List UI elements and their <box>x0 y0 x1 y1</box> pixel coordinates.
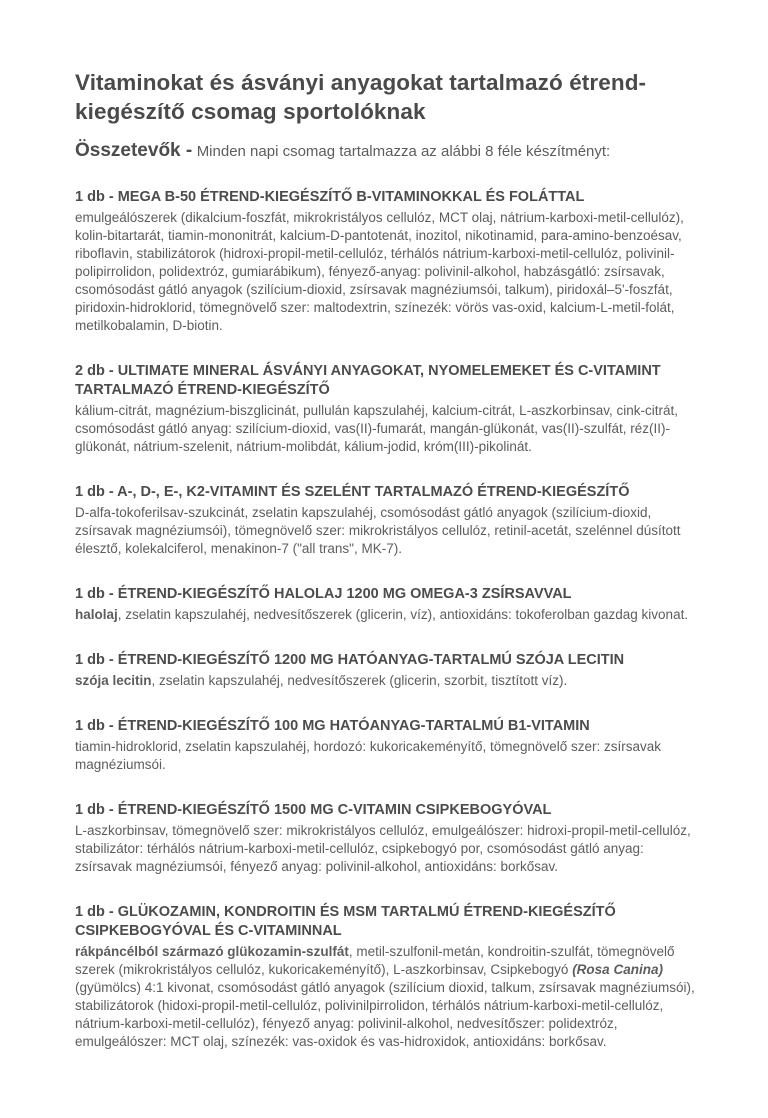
section-body <box>75 606 695 624</box>
section-body-text: emulgeálószerek (dikalcium-foszfát, mikrokristályos cellulóz, MCT olaj, nátrium-karboxi-metil-cellulóz), kolin-bitartarát, tiamin-mononitrát, kalcium-D-pantotenát, inozitol, nikotinamid, para-amino-benzoésav, riboflavin, stabilizátorok (hidroxi-propil-metil-cellulóz, térhálós nátrium-karboxi-metil-cellulóz, polivinil-polipirrolidon, polidextróz, gumiarábikum), fényező-anyag: polivinil-alkohol, habzásgátló: zsírsavak, csomósodást gátló anyagok (szilícium-dioxid, zsírsavak magnéziumsói, talkum), piridoxál–5'-foszfát, piridoxin-hidroklorid, tömegnövelő szer: maltodextrin, színezék: vörös vas-oxid, kalcium-L-metil-folát, metilkobalamin, D-biotin. <box>75 210 684 333</box>
section-body-text: , metil-szulfonil-metán, kondroitin-szulfát, tömegnövelő szerek (mikrokristályos cellulóz, kukoricakeményítő), L-aszkorbinsav, Csipkebogyó <box>75 944 675 977</box>
section-body-text: kálium-citrát, magnézium-biszglicinát, pullulán kapszulahéj, kalcium-citrát, L-aszkorbinsav, cink-citrát, csomósodást gátló anyag: szilícium-dioxid, vas(II)-fumarát, mangán-glükonát, vas(II)-szulfát, réz(II)-glükonát, nátrium-szelenit, nátrium-molibdát, kálium-jodid, króm(III)-pikolinát. <box>75 403 678 454</box>
section-body-text: , zselatin kapszulahéj, nedvesítőszerek (glicerin, víz), antioxidáns: tokoferolban gazdag kivonat. <box>117 607 689 622</box>
section-heading: 1 db - ÉTREND-KIEGÉSZÍTŐ 1500 MG C-VITAMIN CSIPKEBOGYÓVAL <box>75 802 552 818</box>
section-body <box>75 738 695 774</box>
section-heading: 1 db - MEGA B-50 ÉTREND-KIEGÉSZÍTŐ B-VITAMINOKKAL ÉS FOLÁTTAL <box>75 189 585 205</box>
section-heading: 1 db - GLÜKOZAMIN, KONDROITIN ÉS MSM TARTALMÚ ÉTREND-KIEGÉSZÍTŐ CSIPKEBOGYÓVAL ÉS C-VITAMINNAL <box>75 904 616 939</box>
section-block <box>75 585 695 624</box>
section-body-text: D-alfa-tokoferilsav-szukcinát, zselatin kapszulahéj, csomósodást gátló anyagok (szilícium-dioxid, zsírsavak magnéziumsói), tömegnövelő szer: mikrokristályos cellulóz, retinil-acetát, szelénnel dúsított élesztő, kolekalciferol, menakinon-7 ("all trans", MK-7). <box>75 505 681 556</box>
section-body-text: , zselatin kapszulahéj, nedvesítőszerek (glicerin, szorbit, tisztított víz). <box>151 673 568 688</box>
section-block <box>75 717 695 774</box>
section-body-text: (Rosa Canina) <box>572 962 663 977</box>
section-block <box>75 801 695 876</box>
section-body <box>75 943 695 1051</box>
section-body-text: (gyümölcs) 4:1 kivonat, csomósodást gátló anyagok (szilícium dioxid, talkum, zsírsavak magnéziumsói), stabilizátorok (hidoxi-propil-metil-cellulóz, polivinilpirrolidon, térhálós nátrium-karboxi-metil-cellulóz, nátrium-karboxi-metil-cellulóz), fényező anyag: polivinil-alkohol, nedvesítőszer: polidextróz, emulgeálószer: MCT olaj, színezék: vas-oxidok és vas-hidroxidok, antioxidáns: borkősav. <box>75 980 695 1049</box>
section-body <box>75 504 695 558</box>
section-heading: 2 db - ULTIMATE MINERAL ÁSVÁNYI ANYAGOKAT, NYOMELEMEKET ÉS C-VITAMINT TARTALMAZÓ ÉTREND-KIEGÉSZÍTŐ <box>75 363 661 398</box>
section-body-text: tiamin-hidroklorid, zselatin kapszulahéj, hordozó: kukoricakeményítő, tömegnövelő szer: zsírsavak magnéziumsói. <box>75 739 662 772</box>
section-body-text: rákpáncélból származó glükozamin-szulfát <box>75 944 349 959</box>
ingredients-heading: Összetevők - <box>75 140 193 161</box>
section-heading: 1 db - ÉTREND-KIEGÉSZÍTŐ 100 MG HATÓANYAG-TARTALMÚ B1-VITAMIN <box>75 718 590 734</box>
section-block <box>75 483 695 558</box>
sections <box>75 188 698 1051</box>
section-block <box>75 362 695 456</box>
document-title: Vitaminokat és ásványi anyagokat tartalmazó étrend-kiegészítő csomag sportolóknak <box>75 70 647 124</box>
section-heading: 1 db - A-, D-, E-, K2-VITAMINT ÉS SZELÉNT TARTALMAZÓ ÉTREND-KIEGÉSZÍTŐ <box>75 484 630 500</box>
section-body-text: szója lecitin <box>75 673 152 688</box>
section-body <box>75 402 695 456</box>
section-heading: 1 db - ÉTREND-KIEGÉSZÍTŐ HALOLAJ 1200 MG OMEGA-3 ZSÍRSAVVAL <box>75 586 572 602</box>
section-body <box>75 209 695 335</box>
ingredients-intro: Minden napi csomag tartalmazza az alábbi 8 féle készítményt: <box>196 143 611 160</box>
section-body <box>75 672 695 690</box>
section-body-text: L-aszkorbinsav, tömegnövelő szer: mikrokristályos cellulóz, emulgeálószer: hidroxi-propil-metil-cellulóz, stabilizátor: térhálós nátrium-karboxi-metil-cellulóz, csipkebogyó por, csomósodást gátló anyag: zsírsavak magnéziumsói, fényező anyag: polivinil-alkohol, antioxidáns: borkősav. <box>75 823 691 874</box>
section-heading: 1 db - ÉTREND-KIEGÉSZÍTŐ 1200 MG HATÓANYAG-TARTALMÚ SZÓJA LECITIN <box>75 652 625 668</box>
section-body-text: halolaj <box>75 607 118 622</box>
section-block <box>75 188 695 335</box>
ingredients-line <box>75 140 695 162</box>
section-body <box>75 822 695 876</box>
section-block <box>75 903 695 1051</box>
section-block <box>75 651 695 690</box>
